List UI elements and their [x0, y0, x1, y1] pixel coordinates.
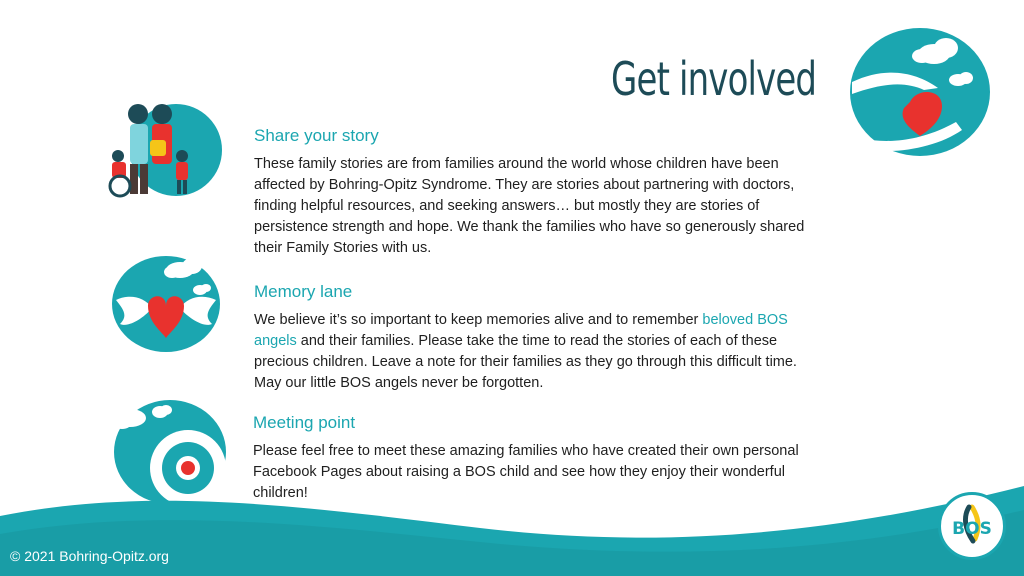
- share-your-story-text: These family stories are from families around the world whose children have been affected by Bohring-Opitz Syndrome. They are stories about partnering with doctors, finding helpful resources, and seeking answers… but mostly they are stories of persistence strength and hope. We thank the families who have so generously shared their Family Stories with us.: [254, 156, 805, 256]
- meeting-point-text: Please feel free to meet these amazing families who have created their own personal Facebook Pages about raising a BOS child and see how they enjoy their wonderful children!: [253, 443, 799, 501]
- copyright-text: © 2021 Bohring-Opitz.org: [10, 548, 169, 564]
- winged-heart-icon: [108, 254, 224, 354]
- hands-heart-icon: [846, 26, 994, 158]
- memory-lane-text: [254, 310, 819, 394]
- memory-lane-text-end: and their families. Please take the time to read the stories of each of these precious children. Leave a note for their families as they go through this difficult time. May our little BOS angels never be forgotten.: [254, 333, 797, 391]
- bos-logo[interactable]: [938, 492, 1006, 560]
- bos-logo-text: BOS: [952, 519, 992, 539]
- meeting-point-heading[interactable]: Meeting point: [253, 413, 356, 432]
- family-icon: [104, 100, 224, 200]
- memory-lane-text-start: We believe it’s so important to keep memories alive and to remember: [254, 312, 703, 328]
- page-title: Get involved: [610, 52, 816, 106]
- memory-lane-heading[interactable]: Memory lane: [254, 282, 353, 301]
- bos-logo-mark: [941, 495, 1003, 557]
- share-your-story-heading[interactable]: Share your story: [254, 126, 379, 145]
- beloved-bos-angels-link[interactable]: beloved BOS angels: [254, 312, 788, 349]
